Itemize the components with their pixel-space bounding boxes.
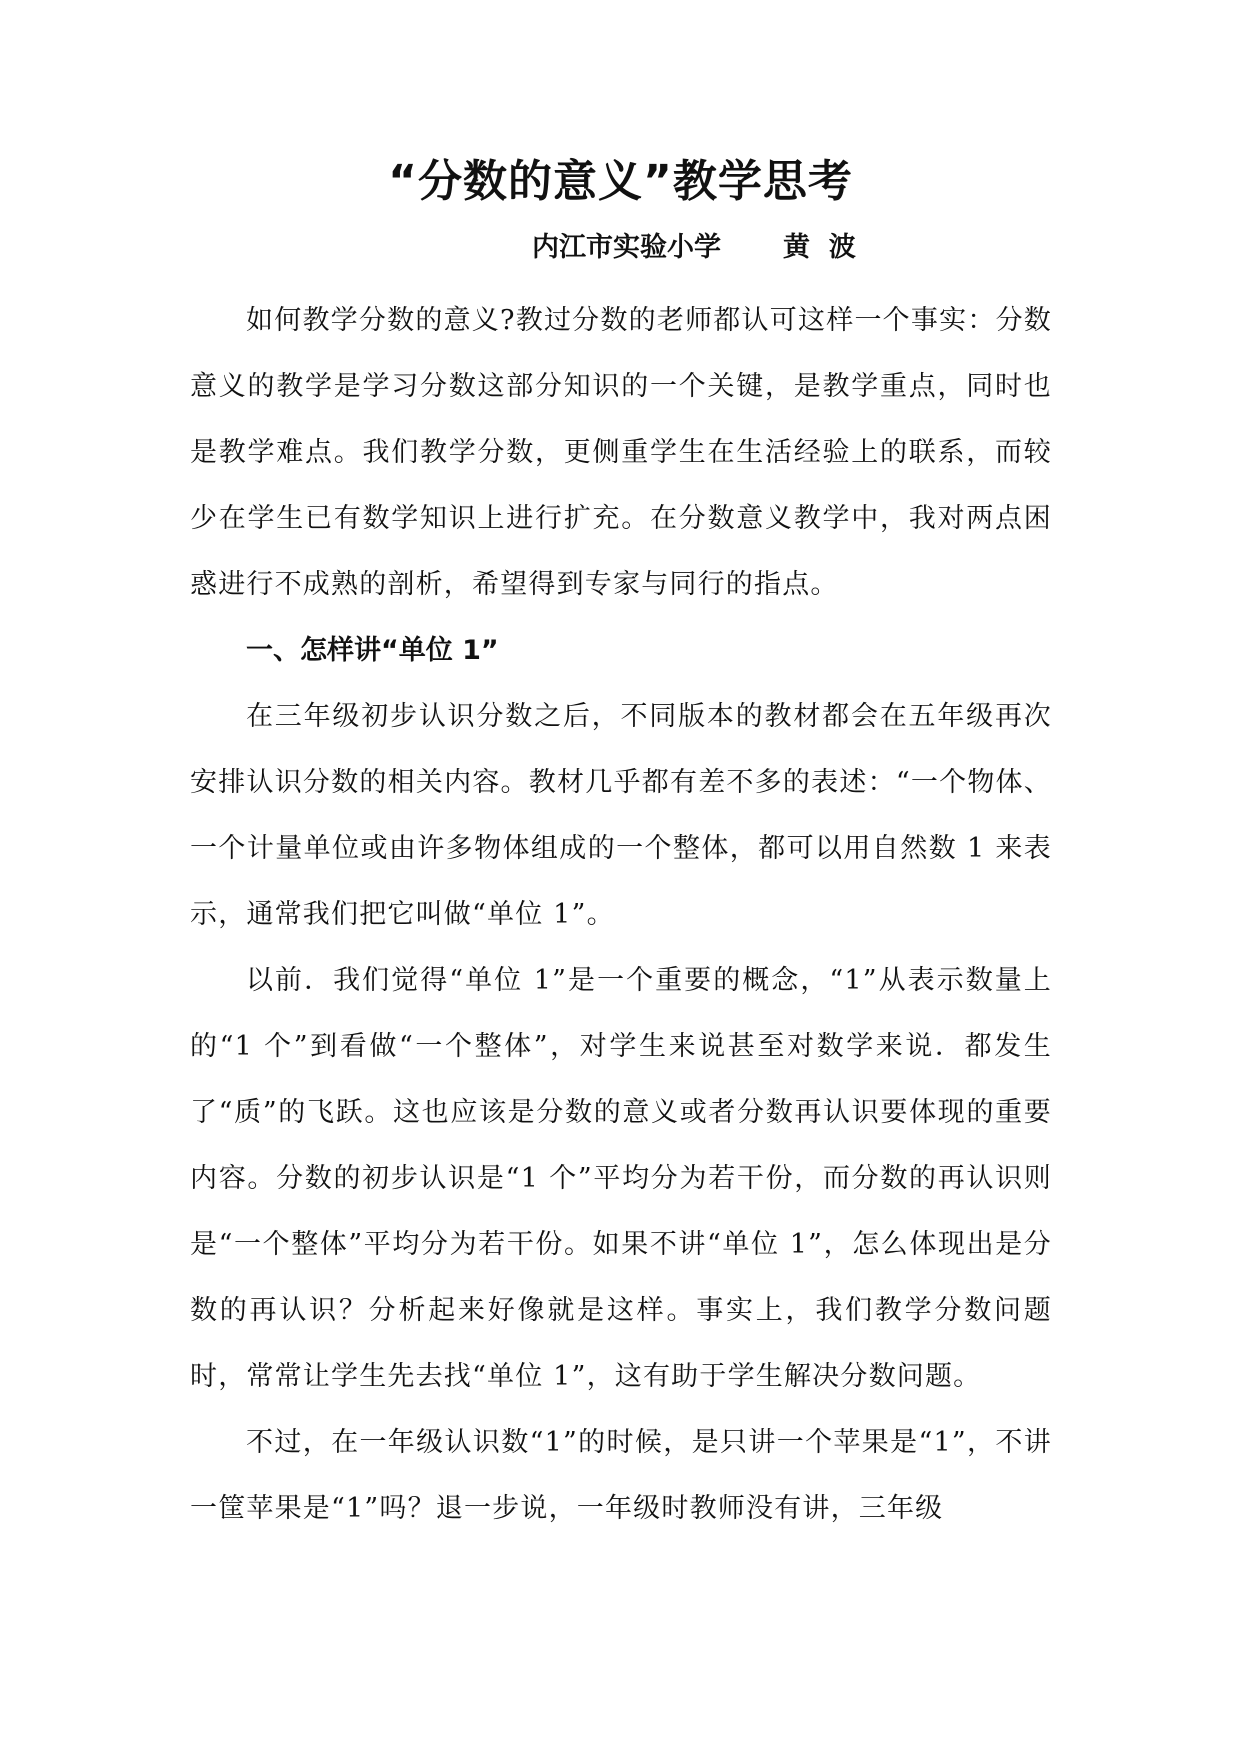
author-name: 黄 波 [783,232,856,263]
body-paragraph: 以前．我们觉得“单位 1”是一个重要的概念，“1”从表示数量上的“1 个”到看做“一个整体”，对学生来说甚至对数学来说．都发生了“质”的飞跃。这也应该是分数的意义或者分数再认识要体现的重要内容。分数的初步认识是“1 个”平均分为若干份，而分数的再认识则是“一个整体”平均分为若干份。如果不讲“单位 1”，怎么体现出是分数的再认识？分析起来好像就是这样。事实上，我们教学分数问题时，常常让学生先去找“单位 1”，这有助于学生解决分数问题。 [190,965,1052,1392]
section-heading: 一、怎样讲“单位 1” [246,635,499,666]
body-paragraph: 在三年级初步认识分数之后，不同版本的教材都会在五年级再次安排认识分数的相关内容。教材几乎都有差不多的表述：“一个物体、一个计量单位或由许多物体组成的一个整体，都可以用自然数 1 来表示，通常我们把它叫做“单位 1”。 [190,701,1052,930]
body-paragraph: 不过，在一年级认识数“1”的时候，是只讲一个苹果是“1”，不讲一筐苹果是“1”吗？退一步说，一年级时教师没有讲，三年级 [190,1427,1052,1524]
document-body [190,288,1052,1542]
author-byline [532,228,856,268]
author-school: 内江市实验小学 [532,232,721,263]
document-title: “分数的意义”教学思考 [388,156,853,207]
intro-paragraph: 如何教学分数的意义?教过分数的老师都认可这样一个事实：分数意义的教学是学习分数这部分知识的一个关键，是教学重点，同时也是教学难点。我们教学分数，更侧重学生在生活经验上的联系，而较少在学生已有数学知识上进行扩充。在分数意义教学中，我对两点困惑进行不成熟的剖析，希望得到专家与同行的指点。 [190,305,1052,600]
